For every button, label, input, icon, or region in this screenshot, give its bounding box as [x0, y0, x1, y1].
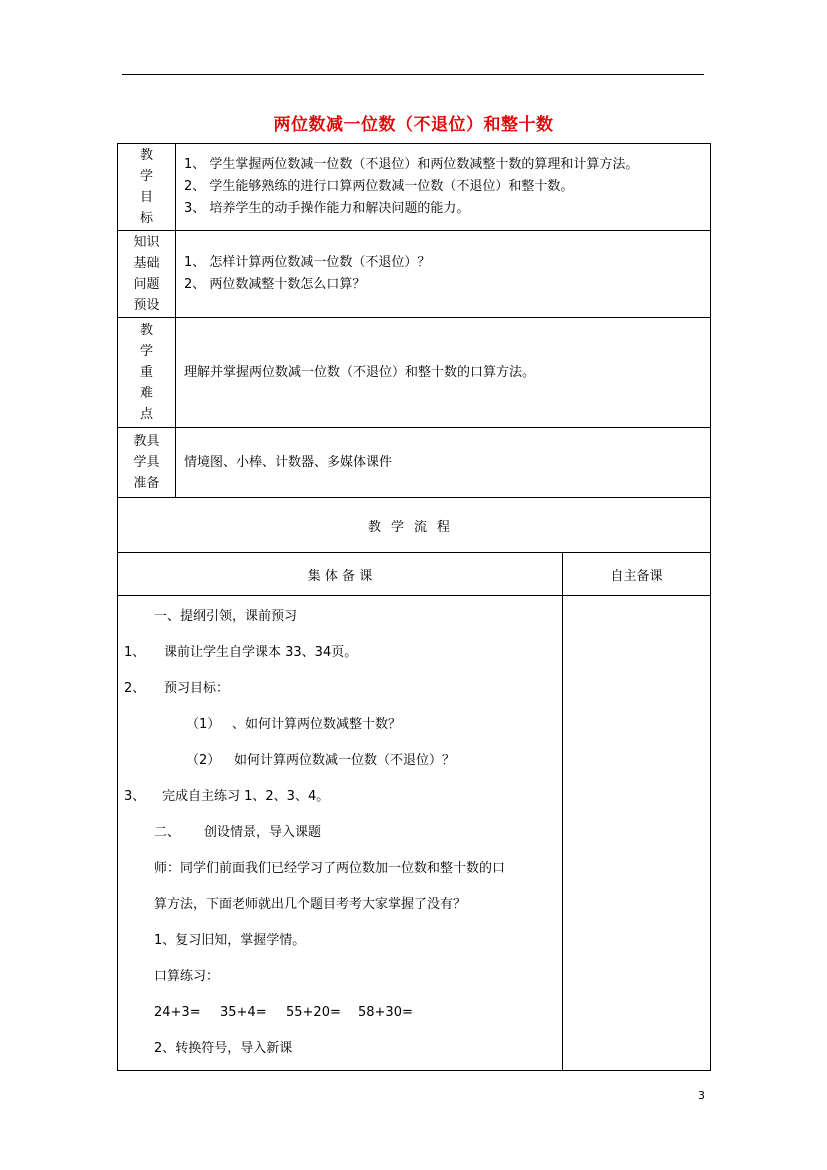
exercise-item: 55+20= [286, 1005, 341, 1020]
collective-header: 集 体 备 课 [118, 553, 563, 596]
body-paragraph: 师：同学们前面我们已经学习了两位数加一位数和整十数的口 [154, 861, 506, 876]
self-prep-header: 自主备课 [563, 553, 711, 596]
objective-item: 1、 学生掌握两位数减一位数（不退位）和两位数减整十数的算理和计算方法。 [184, 157, 639, 172]
objective-item: 2、 学生能够熟练的进行口算两位数减一位数（不退位）和整十数。 [184, 179, 574, 194]
page-title: 两位数减一位数（不退位）和整十数 [273, 115, 554, 135]
collective-content [118, 596, 563, 1071]
materials-label: 教具 学具 准备 [118, 428, 176, 498]
exercise-list [118, 998, 562, 1034]
flow-title: 教学流程 [118, 498, 711, 553]
flow-title-row [118, 498, 711, 553]
exercise-item: 24+3= [154, 1005, 201, 1020]
header-rule [122, 74, 704, 75]
materials-content: 情境图、小棒、计数器、多媒体课件 [176, 428, 711, 498]
body-paragraph: 2、转换符号，导入新课 [154, 1041, 293, 1056]
key-points-content: 理解并掌握两位数减一位数（不退位）和整十数的口算方法。 [176, 318, 711, 428]
step-item: 2、 预习目标： [124, 681, 230, 696]
objectives-label: 教 学 目 标 [118, 144, 176, 231]
step-subitem: （1） 、如何计算两位数减整十数？ [186, 717, 402, 732]
self-prep-content [563, 596, 711, 1071]
lesson-plan-table [117, 143, 711, 1071]
preview-item: 1、 怎样计算两位数减一位数（不退位）？ [184, 255, 431, 270]
key-points-row [118, 318, 711, 428]
exercise-item: 58+30= [358, 1005, 413, 1020]
step-item: 3、 完成自主练习 1、2、3、4。 [124, 789, 330, 804]
materials-row [118, 428, 711, 498]
page-number: 3 [698, 1089, 705, 1102]
preview-label: 知识 基础 问题 预设 [118, 231, 176, 318]
step-heading: 一、提纲引领，课前预习 [154, 609, 298, 624]
body-paragraph: 算方法，下面老师就出几个题目考考大家掌握了没有？ [154, 897, 467, 912]
preview-content [176, 231, 711, 318]
body-paragraph: 1、复习旧知，掌握学情。 [154, 933, 306, 948]
objectives-content [176, 144, 711, 231]
flow-body-row [118, 596, 711, 1071]
exercise-item: 35+4= [220, 1005, 267, 1020]
step-heading: 二、 创设情景，导入课题 [154, 825, 322, 840]
preview-row [118, 231, 711, 318]
body-paragraph: 口算练习： [154, 969, 220, 984]
objective-item: 3、 培养学生的动手操作能力和解决问题的能力。 [184, 201, 470, 216]
column-header-row [118, 553, 711, 596]
objectives-row [118, 144, 711, 231]
key-points-label: 教 学 重 难 点 [118, 318, 176, 428]
step-item: 1、 课前让学生自学课本 33、34页。 [124, 645, 358, 660]
preview-item: 2、 两位数减整十数怎么口算？ [184, 277, 366, 292]
step-subitem: （2） 如何计算两位数减一位数（不退位）？ [186, 753, 456, 768]
